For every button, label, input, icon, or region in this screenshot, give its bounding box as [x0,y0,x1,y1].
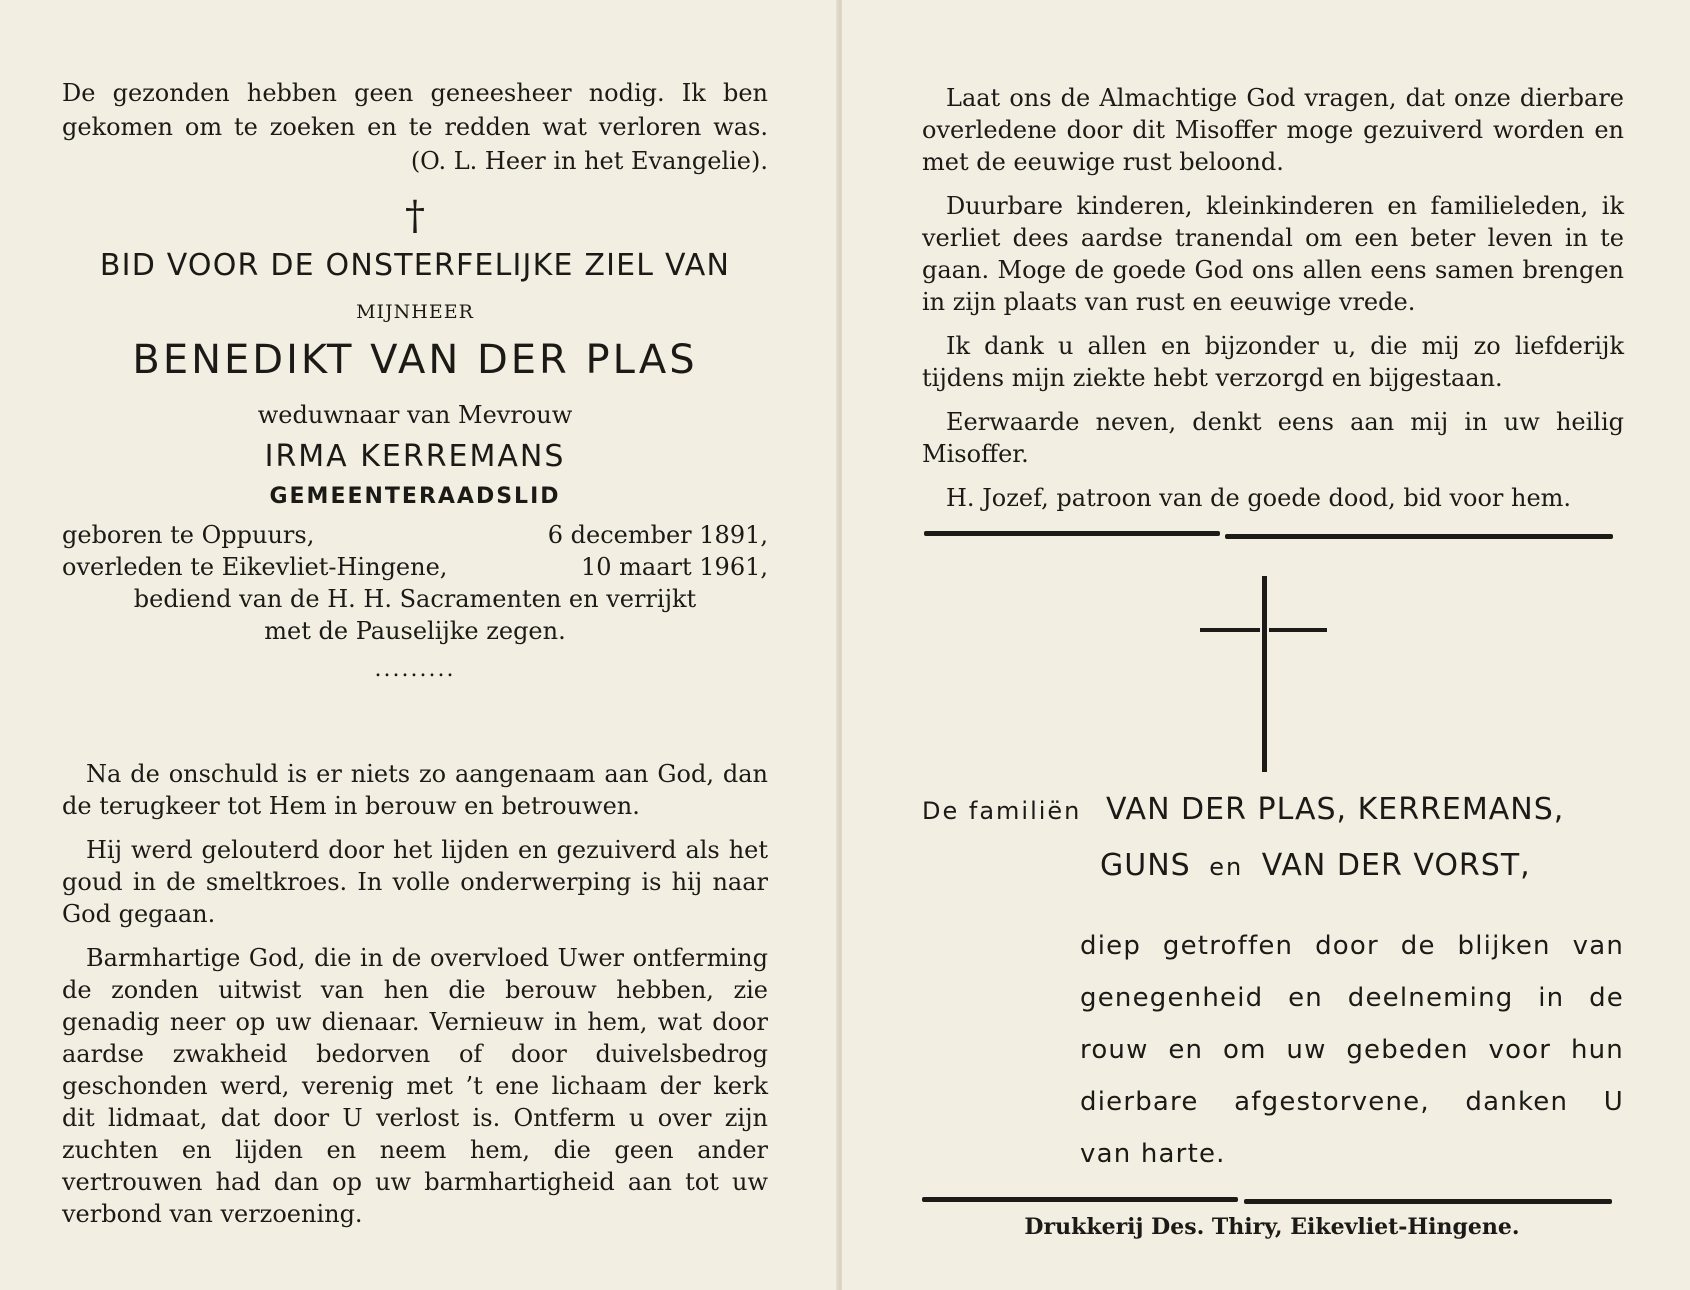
gospel-quote [62,76,768,178]
divider-rule [1225,534,1613,539]
thanks-line: rouw en om uw gebeden voor hun [1080,1035,1624,1065]
families-conjunction: en [1209,853,1244,881]
families-prefix: De familiën [922,797,1082,825]
function-title: GEMEENTERAADSLID [269,484,561,509]
separator-dots: ......... [374,657,456,682]
paragraph: Laat ons de Almachtige God vragen, dat onze dierbare overledene door dit Misoffer moge gezuiverd worden en met de eeuwige rust beloond. [922,84,1624,176]
paragraph: Hij werd gelouterd door het lijden en gezuiverd als het goud in de smeltkroes. In volle onderwerping is hij naar God gegaan. [62,836,768,928]
families-names-1: VAN DER PLAS, KERREMANS, [1105,792,1565,827]
divider-rule [924,531,1220,536]
paragraph: Ik dank u allen en bijzonder u, die mij zo liefderijk tijdens mijn ziekte hebt verzorgd en bijgestaan. [922,332,1624,392]
cross-icon: † [405,193,425,239]
pray-for-heading: BID VOOR DE ONSTERFELIJKE ZIEL VAN [99,248,731,283]
widower-of: weduwnaar van Mevrouw [257,401,573,429]
born-row [62,519,768,551]
families-line-1 [922,792,1622,827]
paragraph: Barmhartige God, die in de overvloed Uwer ontferming de zonden uitwist van hen die berouw hebben, zie genadig neer op uw dienaar. Vernieuw in hem, wat door aardse zwakheid bedorven of door duivelsbedrog geschonden werd, verenig met ’t ene lichaam der kerk dit lidmaat, dat door U verlost is. Ontferm u over zijn zuchten en lijden en neem hem, die geen ander vertrouwen had dan op uw barmhartigheid aan tot uw verbond van verzoening. [62,944,768,1228]
divider-rule [1244,1199,1612,1204]
thanks-line: genegenheid en deelneming in de [1080,983,1624,1013]
family-van-der-vorst: VAN DER VORST, [1261,848,1531,883]
quote-line-2: gekomen om te zoeken en te redden wat verloren was. [62,113,768,141]
family-guns: GUNS [1100,848,1191,883]
born-date: 6 december 1891, [547,521,768,549]
died-place: overleden te Eikevliet-Hingene, [62,553,448,581]
left-page [0,0,838,1290]
families-line-2 [1100,848,1620,883]
died-date: 10 maart 1961, [581,553,768,581]
salutation: MIJNHEER [356,301,474,323]
right-page [842,0,1690,1290]
right-prayer-text [922,82,1624,526]
paragraph: Na de onschuld is er niets zo aangenaam aan God, dan de terugkeer tot Hem in berouw en betrouwen. [62,760,768,820]
header-block [62,176,768,682]
thanks-line: dierbare afgestorvene, danken U [1080,1087,1624,1117]
deceased-name: BENEDIKT VAN DER PLAS [132,337,698,383]
printer-credit: Drukkerij Des. Thiry, Eikevliet-Hingene. [1024,1214,1520,1240]
thanks-line: diep getroffen door de blijken van [1080,931,1624,961]
quote-source: (O. L. Heer in het Evangelie). [410,147,768,175]
wife-name: IRMA KERREMANS [264,439,566,474]
divider-rule [922,1197,1238,1202]
life-dates [62,519,768,647]
sacraments-line-2: met de Pauselijke zegen. [264,617,566,645]
paragraph: H. Jozef, patroon van de goede dood, bid voor hem. [946,484,1572,512]
quote-line-1: De gezonden hebben geen geneesheer nodig. Ik ben [62,79,768,107]
died-row [62,551,768,583]
sacraments-line-1: bediend van de H. H. Sacramenten en verrijkt [133,585,697,613]
born-place: geboren te Oppuurs, [62,521,315,549]
thanks-line: van harte. [1080,1139,1226,1169]
thanks-text [1080,920,1624,1180]
paragraph: Eerwaarde neven, denkt eens aan mij in uw heilig Misoffer. [922,408,1624,468]
paragraph: Duurbare kinderen, kleinkinderen en familieleden, ik verliet dees aardse tranendal om een beter leven in te gaan. Moge de goede God ons allen eens samen brengen in zijn plaats van rust en eeuwige vrede. [922,192,1624,316]
left-prayer-text [62,758,768,1242]
